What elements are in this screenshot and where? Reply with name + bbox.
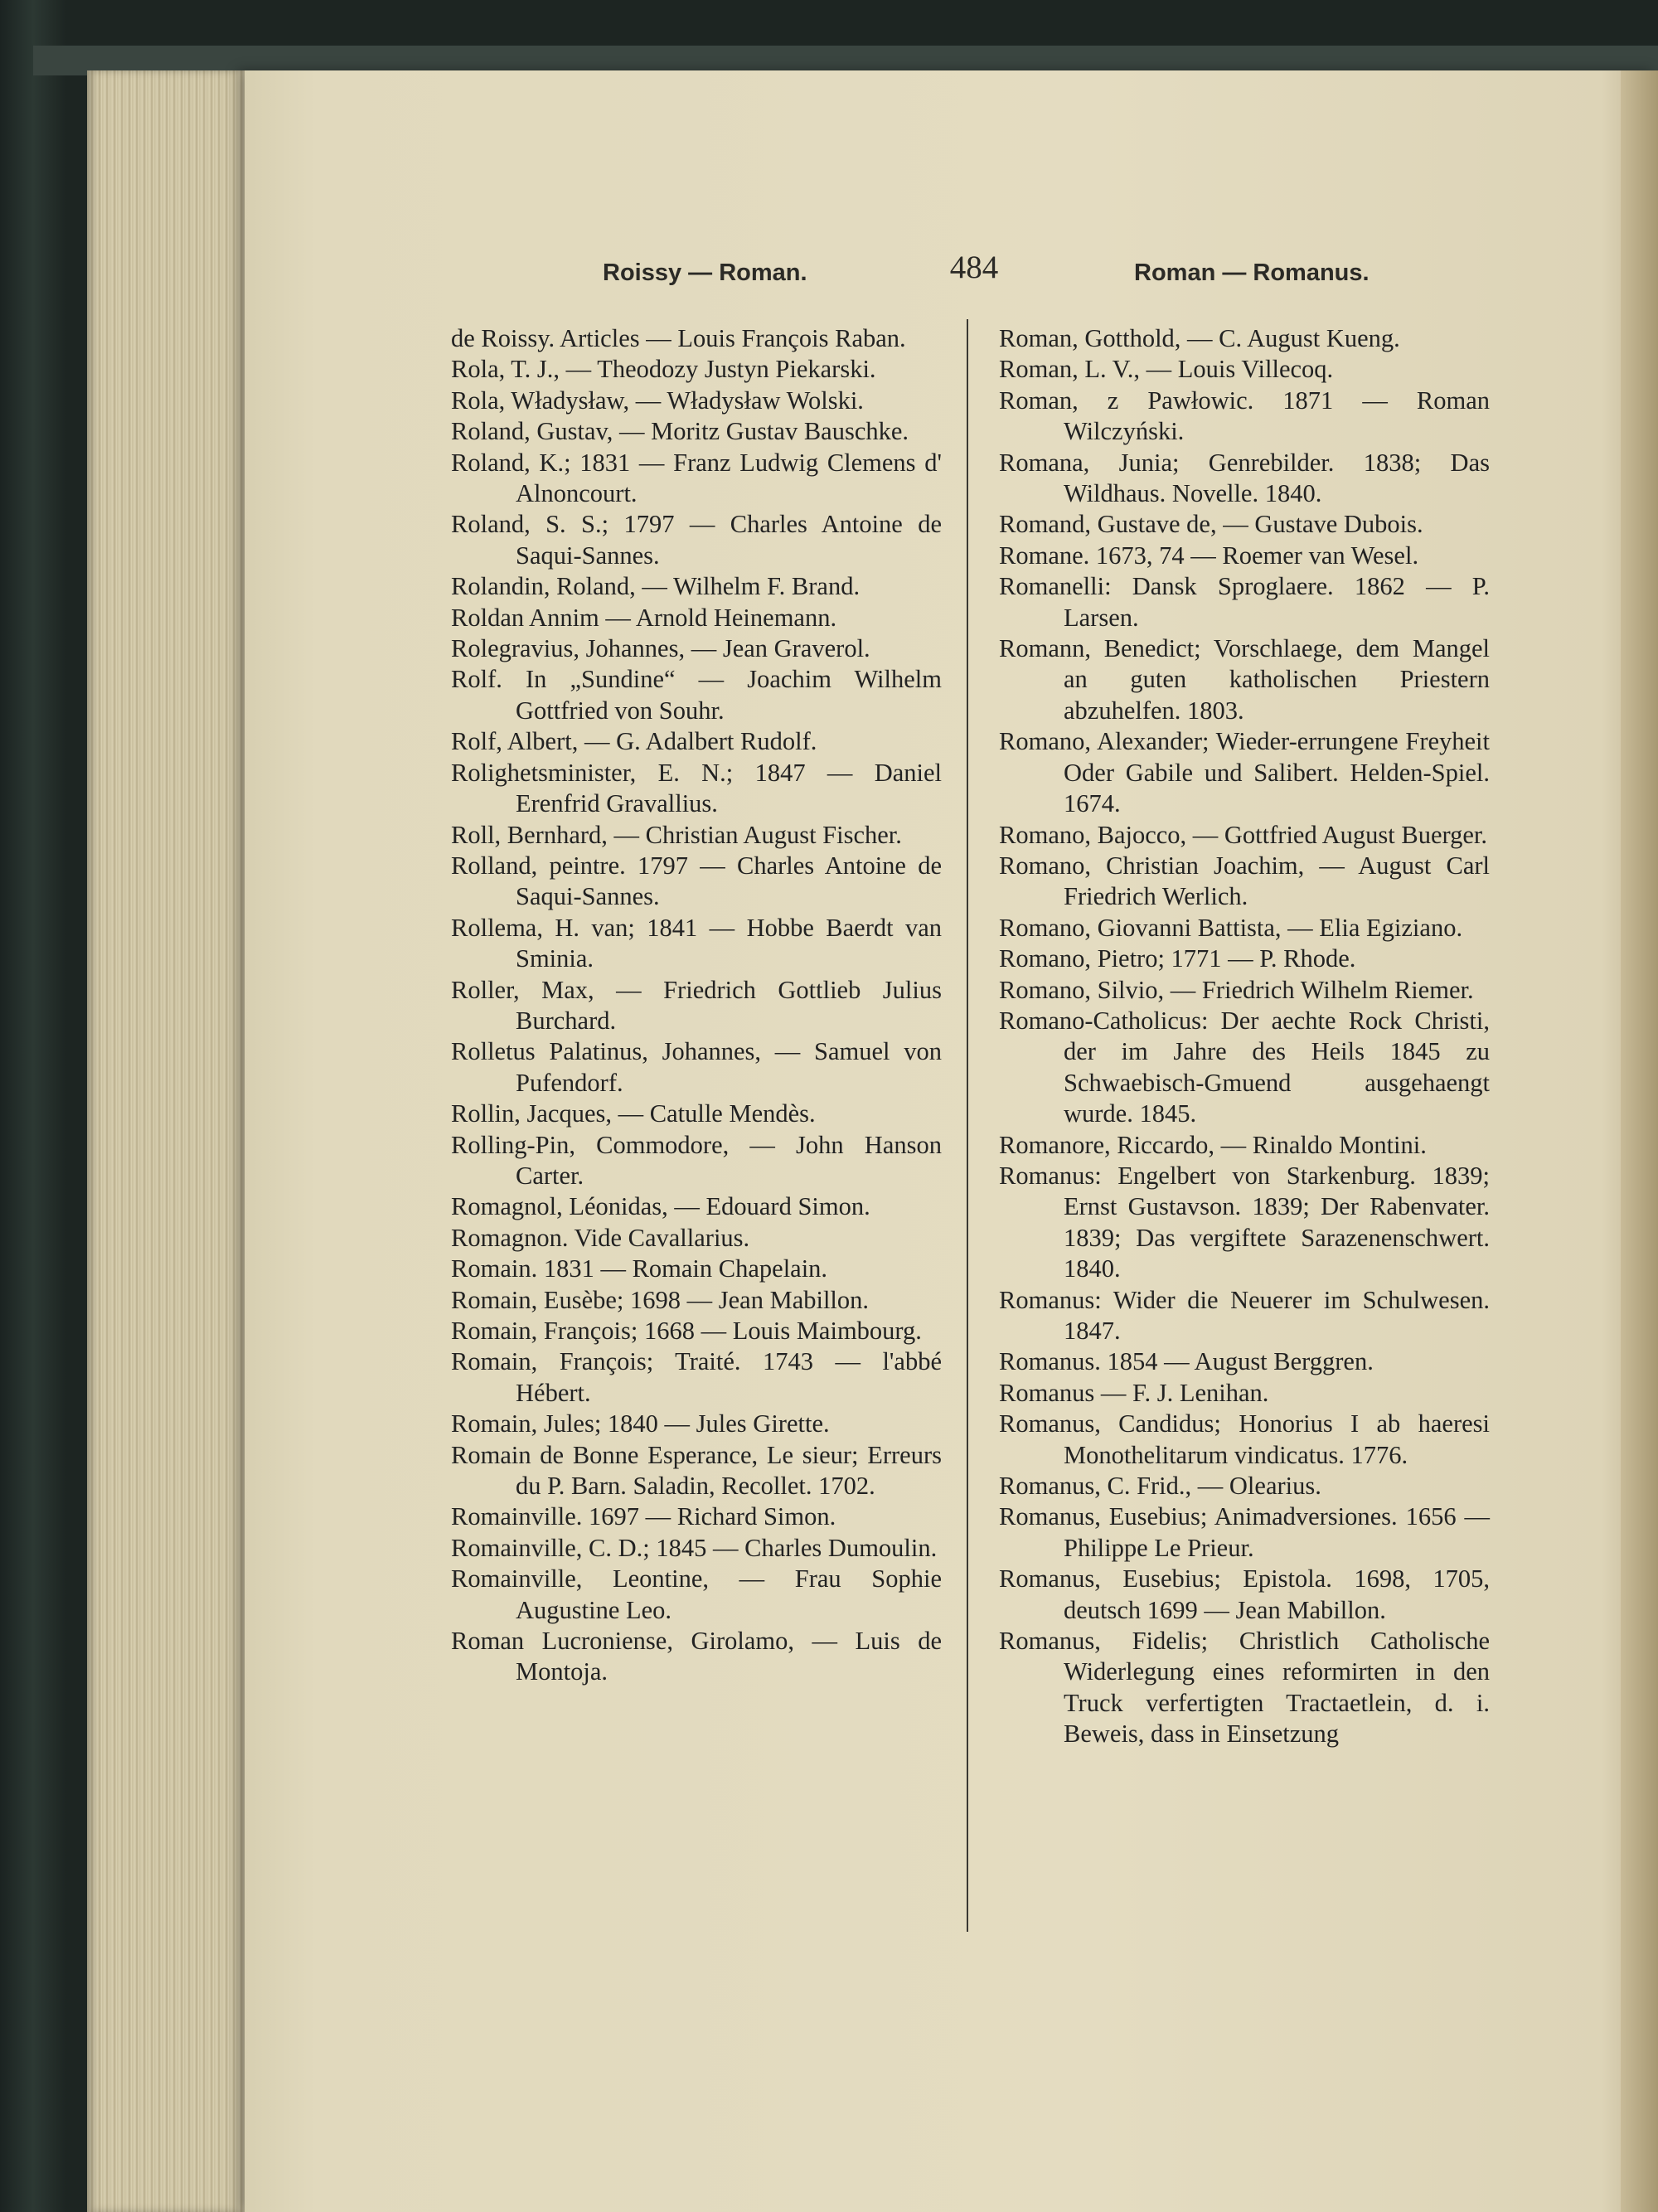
entry: Romanus — F. J. Lenihan. bbox=[999, 1378, 1269, 1407]
entry: de Roissy. Articles — Louis François Raban. bbox=[451, 324, 906, 352]
entry: Romain. 1831 — Romain Chapelain. bbox=[451, 1254, 828, 1283]
entry: Rolland, peintre. 1797 — Charles Antoine de Saqui-Sannes. bbox=[451, 851, 942, 911]
entry: Romain de Bonne Esperance, Le sieur; Erreurs du P. Barn. Saladin, Recollet. 1702. bbox=[451, 1440, 942, 1501]
entry: Romano-Catholicus: Der aechte Rock Christi, der im Jahre des Heils 1845 zu Schwaebisch-Gmuend ausgehaengt wurde. 1845. bbox=[999, 1006, 1490, 1128]
entry: Romanore, Riccardo, — Rinaldo Montini. bbox=[999, 1130, 1427, 1159]
entry: Romanelli: Dansk Sproglaere. 1862 — P. Larsen. bbox=[999, 572, 1490, 632]
page-stack-edges bbox=[87, 70, 249, 2212]
right-column bbox=[999, 323, 1490, 1750]
entry: Romanus, Eusebius; Epistola. 1698, 1705, deutsch 1699 — Jean Mabillon. bbox=[999, 1564, 1490, 1624]
entry: Romagnon. Vide Cavallarius. bbox=[451, 1223, 750, 1252]
entry: Rola, T. J., — Theodozy Justyn Piekarski. bbox=[451, 355, 876, 384]
entry: Romanus. 1854 — August Berggren. bbox=[999, 1347, 1374, 1376]
entry: Rolegravius, Johannes, — Jean Graverol. bbox=[451, 634, 870, 663]
entry: Romain, François; 1668 — Louis Maimbourg. bbox=[451, 1317, 922, 1345]
entry: Rolletus Palatinus, Johannes, — Samuel von Pufendorf. bbox=[451, 1037, 942, 1097]
entry: Rolighetsminister, E. N.; 1847 — Daniel Erenfrid Gravallius. bbox=[451, 758, 942, 818]
page-number: 484 bbox=[949, 250, 999, 285]
entry: Romagnol, Léonidas, — Edouard Simon. bbox=[451, 1192, 870, 1221]
entry: Romain, François; Traité. 1743 — l'abbé Hébert. bbox=[451, 1347, 942, 1407]
entry: Rolf. In „Sundine“ — Joachim Wilhelm Gottfried von Souhr. bbox=[451, 665, 942, 725]
entry: Romanus: Engelbert von Starkenburg. 1839; Ernst Gustavson. 1839; Der Rabenvater. 1839; Das vergiftete Sarazenenschwert. 1840. bbox=[999, 1161, 1490, 1283]
entry: Romanus, Fidelis; Christlich Catholische Widerlegung eines reformirten in den Truck verfertigten Tractaetlein, d. i. Beweis, dass in Einsetzung bbox=[999, 1627, 1490, 1749]
entry: Romano, Christian Joachim, — August Carl Friedrich Werlich. bbox=[999, 851, 1490, 911]
left-column bbox=[451, 323, 942, 1688]
entry: Romano, Alexander; Wieder-errungene Freyheit Oder Gabile und Salibert. Helden-Spiel. 1674. bbox=[999, 727, 1490, 818]
entry: Romainville, Leontine, — Frau Sophie Augustine Leo. bbox=[451, 1564, 942, 1624]
entry: Rolling-Pin, Commodore, — John Hanson Carter. bbox=[451, 1130, 942, 1190]
entry: Rolandin, Roland, — Wilhelm F. Brand. bbox=[451, 572, 861, 601]
entry: Roland, Gustav, — Moritz Gustav Bauschke. bbox=[451, 417, 909, 446]
entry: Romann, Benedict; Vorschlaege, dem Mangel an guten katholischen Priestern abzuhelfen. 1803. bbox=[999, 634, 1490, 725]
entry: Romainville. 1697 — Richard Simon. bbox=[451, 1502, 836, 1531]
entry: Roman, z Pawłowic. 1871 — Roman Wilczyński. bbox=[999, 386, 1490, 446]
entry: Roll, Bernhard, — Christian August Fischer. bbox=[451, 820, 902, 849]
entry: Romand, Gustave de, — Gustave Dubois. bbox=[999, 510, 1423, 539]
entry: Rollema, H. van; 1841 — Hobbe Baerdt van Sminia. bbox=[451, 913, 942, 973]
entry: Roman Lucroniense, Girolamo, — Luis de Montoja. bbox=[451, 1627, 942, 1686]
entry: Romainville, C. D.; 1845 — Charles Dumoulin. bbox=[451, 1533, 938, 1562]
entry: Rolf, Albert, — G. Adalbert Rudolf. bbox=[451, 727, 817, 756]
entry: Romanus: Wider die Neuerer im Schulwesen. 1847. bbox=[999, 1285, 1490, 1345]
column-divider bbox=[967, 319, 968, 1932]
entry: Romano, Silvio, — Friedrich Wilhelm Riemer. bbox=[999, 975, 1474, 1004]
entry: Romano, Giovanni Battista, — Elia Egiziano. bbox=[999, 913, 1463, 942]
entry: Romano, Bajocco, — Gottfried August Buerger. bbox=[999, 820, 1488, 849]
entry: Rollin, Jacques, — Catulle Mendès. bbox=[451, 1099, 816, 1128]
entry: Romane. 1673, 74 — Roemer van Wesel. bbox=[999, 541, 1419, 570]
running-header-left: Roissy — Roman. bbox=[603, 260, 807, 286]
entry: Roland, K.; 1831 — Franz Ludwig Clemens d' Alnoncourt. bbox=[451, 448, 942, 508]
entry: Romanus, Eusebius; Animadversiones. 1656 — Philippe Le Prieur. bbox=[999, 1502, 1490, 1562]
entry: Romana, Junia; Genrebilder. 1838; Das Wildhaus. Novelle. 1840. bbox=[999, 448, 1490, 508]
entry: Roman, Gotthold, — C. August Kueng. bbox=[999, 324, 1400, 352]
entry: Romanus, Candidus; Honorius I ab haeresi Monothelitarum vindicatus. 1776. bbox=[999, 1409, 1490, 1469]
entry: Romano, Pietro; 1771 — P. Rhode. bbox=[999, 944, 1356, 973]
entry: Roldan Annim — Arnold Heinemann. bbox=[451, 603, 837, 632]
running-header-right: Roman — Romanus. bbox=[1134, 260, 1370, 286]
entry: Roman, L. V., — Louis Villecoq. bbox=[999, 355, 1334, 384]
entry: Roland, S. S.; 1797 — Charles Antoine de Saqui-Sannes. bbox=[451, 510, 942, 570]
entry: Romain, Eusèbe; 1698 — Jean Mabillon. bbox=[451, 1285, 870, 1314]
entry: Romanus, C. Frid., — Olearius. bbox=[999, 1472, 1321, 1501]
entry: Rola, Władysław, — Władysław Wolski. bbox=[451, 386, 864, 415]
entry: Romain, Jules; 1840 — Jules Girette. bbox=[451, 1409, 830, 1438]
entry: Roller, Max, — Friedrich Gottlieb Julius Burchard. bbox=[451, 975, 942, 1035]
page-right-edge bbox=[1621, 70, 1658, 2212]
